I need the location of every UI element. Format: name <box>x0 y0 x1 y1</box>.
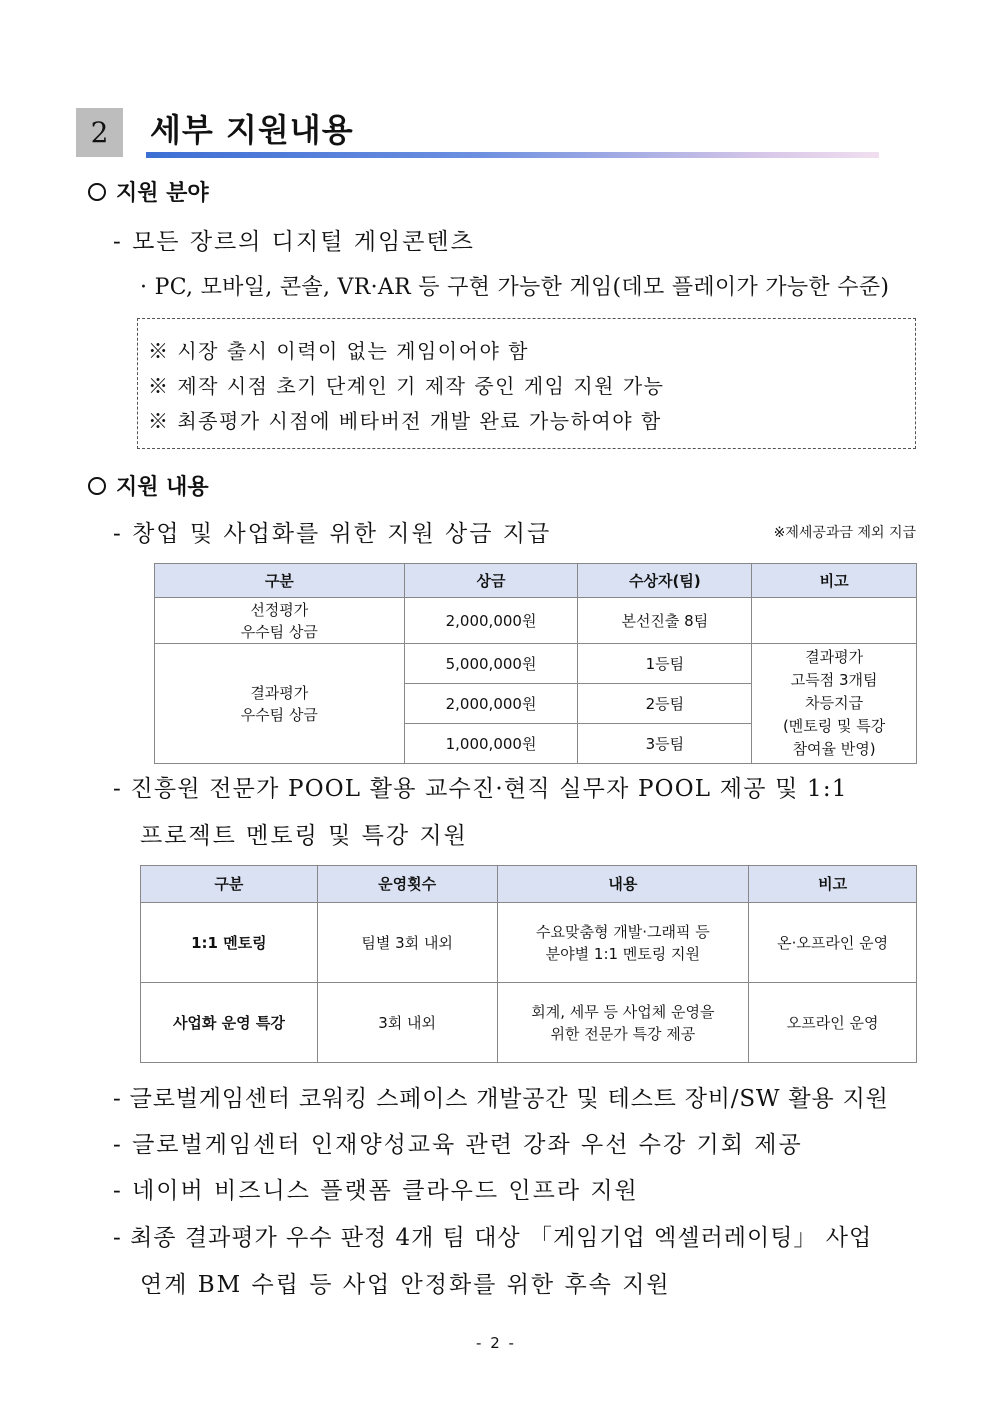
content-item-6-line1: - 최종 결과평가 우수 판정 4개 팀 대상 「게임기업 엑셀러레이팅」 사업 <box>113 1225 873 1251</box>
prize-group2-prize-1: 5,000,000원 <box>404 644 578 684</box>
prize-group2-category <box>155 644 405 764</box>
prize-header-prize: 상금 <box>404 564 578 598</box>
section-number: 2 <box>76 108 123 157</box>
mentor-row1-content <box>497 903 749 983</box>
content-heading-text: 지원 내용 <box>116 475 209 500</box>
mentor-row2-content <box>497 983 749 1063</box>
mentor-row2-note: 오프라인 운영 <box>749 983 917 1063</box>
note-line: 결과평가 <box>805 648 864 666</box>
notice-box <box>137 318 916 449</box>
notice-1: ※ 시장 출시 이력이 없는 게임이어야 함 <box>148 339 529 363</box>
mentor-header-content: 내용 <box>497 866 749 903</box>
mentor-row1-count: 팀별 3회 내외 <box>317 903 497 983</box>
prize-group2-winners-3: 3등팀 <box>578 724 752 764</box>
mentor-header-note: 비고 <box>749 866 917 903</box>
circle-bullet-icon <box>88 183 106 201</box>
mentor-row2-count: 3회 내외 <box>317 983 497 1063</box>
prize-group2-note <box>752 644 917 764</box>
title-underline <box>146 152 879 158</box>
prize-group2-winners-1: 1등팀 <box>578 644 752 684</box>
field-heading-text: 지원 분야 <box>116 181 209 206</box>
mentor-row1-category: 1:1 멘토링 <box>141 903 318 983</box>
field-heading <box>88 176 209 207</box>
prize-header-note: 비고 <box>752 564 917 598</box>
section-title: 세부 지원내용 <box>150 111 354 149</box>
prize-row1-winners: 본선진출 8팀 <box>578 598 752 644</box>
field-subitem: · PC, 모바일, 콘솔, VR·AR 등 구현 가능한 게임(데모 플레이가 가능한 수준) <box>140 275 890 300</box>
notice-2: ※ 제작 시점 초기 단계인 기 제작 중인 게임 지원 가능 <box>148 374 665 398</box>
content-line: 수요맞춤형 개발·그래픽 등 <box>536 922 710 941</box>
page-number: - 2 - <box>476 1334 516 1352</box>
note-line: 차등지급 <box>805 694 864 712</box>
mentor-table <box>140 865 917 1063</box>
prize-row1-note <box>752 598 917 644</box>
mentor-header-category: 구분 <box>141 866 318 903</box>
content-item-5: - 네이버 비즈니스 플랫폼 클라우드 인프라 지원 <box>113 1178 639 1204</box>
prize-group2-prize-3: 1,000,000원 <box>404 724 578 764</box>
content-line: 위한 전문가 특강 제공 <box>550 1024 696 1043</box>
prize-row1-category <box>155 598 405 644</box>
mentor-header-count: 운영횟수 <box>317 866 497 903</box>
prize-header-winners: 수상자(팀) <box>578 564 752 598</box>
prize-header-category: 구분 <box>155 564 405 598</box>
category-line: 결과평가 <box>250 683 309 702</box>
category-line: 우수팀 상금 <box>240 622 318 641</box>
content-line: 분야별 1:1 멘토링 지원 <box>545 944 701 963</box>
content-heading <box>88 470 209 501</box>
content-item-3: - 글로벌게임센터 코워킹 스페이스 개발공간 및 테스트 장비/SW 활용 지원 <box>113 1086 889 1112</box>
content-item-4: - 글로벌게임센터 인재양성교육 관련 강좌 우선 수강 기회 제공 <box>113 1132 803 1158</box>
prize-table <box>154 563 917 764</box>
category-line: 우수팀 상금 <box>240 705 318 724</box>
content-item-2-line2: 프로젝트 멘토링 및 특강 지원 <box>140 823 468 849</box>
circle-bullet-icon <box>88 477 106 495</box>
prize-group2-prize-2: 2,000,000원 <box>404 684 578 724</box>
content-item-1: - 창업 및 사업화를 위한 지원 상금 지급 <box>113 521 552 547</box>
field-item: - 모든 장르의 디지털 게임콘텐츠 <box>113 229 475 255</box>
mentor-row2-category: 사업화 운영 특강 <box>141 983 318 1063</box>
note-line: (멘토링 및 특강 <box>782 717 886 735</box>
notice-3: ※ 최종평가 시점에 베타버전 개발 완료 가능하여야 함 <box>148 409 662 433</box>
prize-row1-prize: 2,000,000원 <box>404 598 578 644</box>
content-item-6-line2: 연계 BM 수립 등 사업 안정화를 위한 후속 지원 <box>140 1272 671 1298</box>
content-line: 회계, 세무 등 사업체 운영을 <box>531 1002 715 1021</box>
note-line: 고득점 3개팀 <box>790 671 878 689</box>
content-item-2-line1: - 진흥원 전문가 POOL 활용 교수진·현직 실무자 POOL 제공 및 1:1 <box>113 776 848 802</box>
mentor-row1-note: 온·오프라인 운영 <box>749 903 917 983</box>
prize-group2-winners-2: 2등팀 <box>578 684 752 724</box>
category-line: 선정평가 <box>250 600 309 619</box>
note-line: 참여율 반영) <box>792 740 876 758</box>
tax-note: ※제세공과금 제외 지급 <box>773 525 916 541</box>
